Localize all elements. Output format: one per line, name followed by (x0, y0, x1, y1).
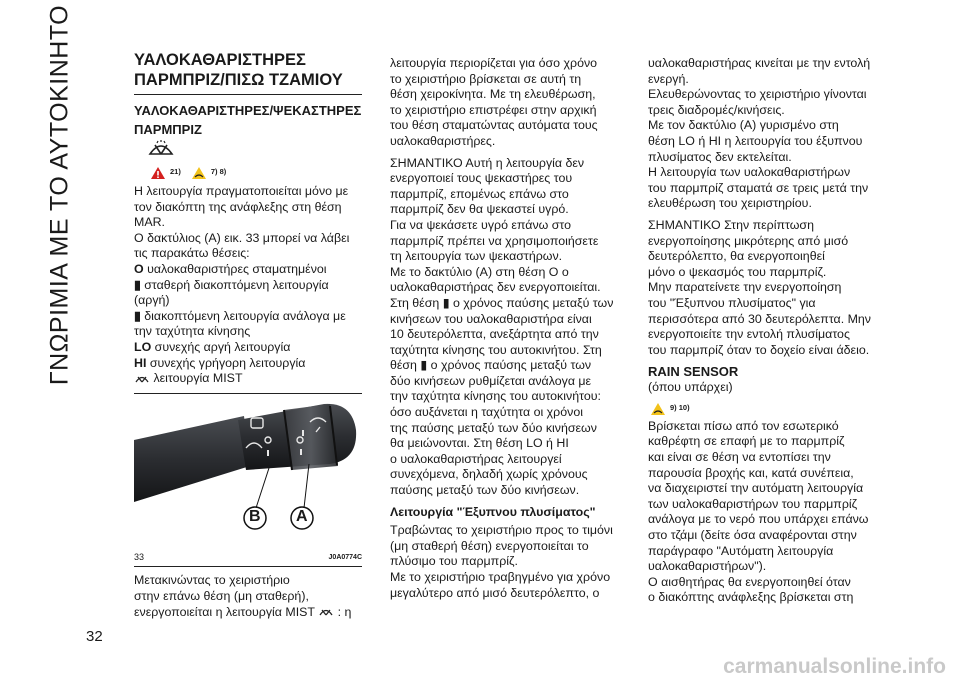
stalk-figure (134, 400, 362, 548)
caution-note-icon (191, 166, 207, 180)
body-line: ενεργοποίησης μικρότερης από μισό (648, 233, 849, 248)
body-line: 10 δευτερόλεπτα, ανεξάρτητα από την (390, 327, 599, 342)
mist-icon (134, 373, 150, 385)
column-2 (390, 56, 618, 601)
body-line: θέση χειροκίνητα. Με τη ελευθέρωση, (390, 87, 596, 102)
body-line: Μην παρατείνετε την ενεργοποίηση (648, 280, 842, 295)
body-line: Για να ψεκάσετε υγρό επάνω στο (390, 217, 572, 232)
watermark: carmanualsonline.info (723, 655, 946, 678)
label-b: B (249, 507, 261, 525)
body-line: ενεργοποιεί τους ψεκαστήρες του (390, 171, 573, 186)
body-line: περισσότερα από 30 δευτερόλεπτα. Μην (648, 311, 871, 326)
figure-divider (134, 393, 362, 394)
paragraph (390, 56, 618, 150)
figure-number: 33 (134, 551, 145, 562)
body-line: όσο αυξάνεται η ταχύτητα οι χρόνοι (390, 405, 583, 420)
body-line: ενεργή. (648, 71, 689, 86)
body-line: Με το χειριστήριο τραβηγμένο για χρόνο (390, 570, 611, 584)
caution-note-icon (650, 402, 666, 416)
body-line: στο τζάμι (δείτε όσα αναφέρονται στην (648, 528, 857, 543)
body-line: πλύσιμο του παρμπρίζ. (390, 554, 518, 569)
body-line: και είναι σε θέση να εντοπίσει την (648, 450, 831, 465)
body-line: υαλοκαθαριστήρες. (390, 133, 496, 148)
body-line: Τραβώντας το χειριστήριο προς το τιμόνι (390, 523, 613, 538)
paragraph (390, 156, 618, 499)
body-line: την ταχύτητα κίνησης του αυτοκινήτου: (390, 389, 601, 404)
windshield-wiper-icon (148, 140, 362, 158)
reference-icons (150, 158, 362, 180)
title-divider (134, 94, 362, 95)
position-item: HI συνεχής γρήγορη λειτουργία (134, 355, 306, 370)
body-line: το χειριστήριο επιστρέφει στην αρχική (390, 102, 597, 117)
rain-sensor-subheading: (όπου υπάρχει) (648, 380, 733, 395)
body-line: ταχύτητα κίνησης του αυτοκινήτου. Στη (390, 342, 602, 357)
subsection-title-line1: ΥΑΛΟΚΑΘΑΡΙΣΤΗΡΕΣ/ΨΕΚΑΣΤΗΡΕΣ (134, 103, 362, 118)
page-number: 32 (86, 628, 103, 645)
body-line: δύο κινήσεων ρυθμίζεται ανάλογα με (390, 373, 592, 388)
body-line: παρμπρίζ, επομένως επάνω στο (390, 186, 569, 201)
body-line: δευτερόλεπτο, θα ενεργοποιηθεί (648, 249, 825, 264)
body-line: θέση ▮ ο χρόνος παύσης μεταξύ των (390, 358, 592, 373)
body-line: κινήσεων του υαλοκαθαριστήρα είναι (390, 311, 592, 326)
intro-line: τις παρακάτω θέσεις: (134, 246, 250, 261)
mist-icon (318, 606, 334, 618)
position-item: λειτουργία MIST (134, 371, 362, 387)
body-line: του παρμπρίζ όταν το δοχείο είναι άδειο. (648, 342, 870, 357)
warning-reference: 21) (170, 167, 181, 177)
body-line: Βρίσκεται πίσω από τον εσωτερικό (648, 418, 839, 433)
rain-sensor-heading: RAIN SENSOR (648, 364, 739, 380)
reference-icons (650, 396, 876, 416)
body-line: θα μειώνονται. Στη θέση LO ή HI (390, 436, 569, 451)
intro-line: τον διακόπτη της ανάφλεξης στη θέση (134, 199, 342, 214)
chapter-title: ΓΝΩΡΙΜΙΑ ΜΕ ΤΟ ΑΥΤΟΚΙΝΗΤΟ (45, 4, 74, 386)
body-line: παράγραφο "Αυτόματη λειτουργία (648, 543, 834, 558)
body-line: (μη σταθερή θέση) ενεργοποιείται το (390, 538, 589, 553)
body-line: μεγαλύτερο από μισό δευτερόλεπτο, ο (390, 585, 600, 600)
intro-line: MAR. (134, 215, 165, 230)
position-item: O υαλοκαθαριστήρες σταματημένοι (134, 261, 327, 276)
figure-caption (134, 550, 362, 566)
body-line: ενεργοποιείτε την εντολή πλυσίματος (648, 327, 850, 342)
body-line: πλυσίματος δεν εκτελείται. (648, 149, 792, 164)
note-references: 7) 8) (210, 167, 227, 177)
paragraph (648, 56, 876, 212)
body-line: Με τον δακτύλιο (A) γυρισμένο στη (648, 118, 839, 133)
body-line: των υαλοκαθαριστήρων του παρμπρίζ (648, 496, 858, 511)
paragraph (390, 523, 618, 601)
chapter-tab (40, 4, 80, 386)
body-line: παύσης μεταξύ των δύο κινήσεων. (390, 483, 580, 498)
position-item: LO συνεχής αργή λειτουργία (134, 339, 291, 354)
body-line: Ο αισθητήρας θα ενεργοποιηθεί όταν (648, 574, 851, 589)
intro-line: Ο δακτύλιος (A) εικ. 33 μπορεί να λάβει (134, 230, 350, 245)
body-line: υαλοκαθαριστήρων"). (648, 559, 767, 574)
body-line: θέση LO ή HI η λειτουργία του έξυπνου (648, 133, 863, 148)
body-line: παρουσία βροχής και, κατά συνέπεια, (648, 465, 854, 480)
body-line: ενεργοποιείται η λειτουργία MIST : η (134, 604, 352, 619)
column-3 (648, 56, 876, 606)
body-line: συνεχόμενα, δηλαδή χωρίς χρόνους (390, 467, 588, 482)
position-item: ▮ διακοπτόμενη λειτουργία ανάλογα με (134, 308, 346, 323)
body-line: Στη θέση ▮ ο χρόνος παύσης μεταξύ των (390, 295, 614, 310)
body-line: Με το δακτύλιο (A) στη θέση Ο ο (390, 264, 569, 279)
body-line: να διαχειριστεί την αυτόματη λειτουργία (648, 481, 864, 496)
note-references: 9) 10) (670, 403, 690, 413)
body-line: Ελευθερώνοντας το χειριστήριο γίνονται (648, 87, 867, 102)
body-line: μόνο ο ψεκασμός του παρμπρίζ. (648, 264, 827, 279)
body-line: ανάλογα με το νερό που υπάρχει επάνω (648, 512, 869, 527)
body-line: ο διακόπτης ανάφλεξης βρίσκεται στη (648, 590, 854, 605)
body-line: Μετακινώντας το χειριστήριο (134, 573, 290, 588)
body-line: του θέση σταματώντας αυτόματα τους (390, 118, 598, 133)
intro-line: Η λειτουργία πραγματοποιείται μόνο με (134, 184, 349, 198)
section-title-line1: ΥΑΛΟΚΑΘΑΡΙΣΤΗΡΕΣ (134, 51, 306, 69)
body-line: τρεις διαδρομές/κινήσεις. (648, 102, 785, 117)
paragraph (648, 218, 876, 358)
body-line: στην επάνω θέση (μη σταθερή), (134, 588, 309, 603)
body-line: ο υαλοκαθαριστήρας λειτουργεί (390, 451, 562, 466)
body-line: καθρέφτη σε επαφή με το παρμπρίζ (648, 434, 845, 449)
position-item: την ταχύτητα κίνησης (134, 324, 251, 339)
label-a: A (296, 507, 308, 525)
position-item: ▮ σταθερή διακοπτόμενη λειτουργία (134, 277, 329, 292)
smart-wash-heading: Λειτουργία "Έξυπνου πλυσίματος" (390, 504, 596, 519)
position-item: (αργή) (134, 293, 170, 308)
figure-code: J0A0774C (328, 553, 362, 561)
body-line: υαλοκαθαριστήρας κινείται με την εντολή (648, 56, 871, 70)
body-line: παρμπρίζ πρέπει να χρησιμοποιήσετε (390, 233, 599, 248)
column-1 (134, 50, 362, 620)
body-line: της παύσης μεταξύ των δύο κινήσεων (390, 420, 597, 435)
subsection-title-line2: ΠΑΡΜΠΡΙΖ (134, 122, 202, 137)
body-line: λειτουργία περιορίζεται για όσο χρόνο (390, 56, 598, 70)
body-line: το χειριστήριο βρίσκεται σε αυτή τη (390, 71, 582, 86)
body-line: τη λειτουργία των ψεκαστήρων. (390, 249, 563, 264)
body-line: του παρμπρίζ σταματά σε τρεις μετά την (648, 180, 869, 195)
figure-bottom-divider (134, 566, 362, 567)
body-line: ελευθέρωση του χειριστηρίου. (648, 196, 812, 211)
body-line: του "Έξυπνου πλυσίματος" για (648, 295, 816, 310)
body-line: ΣΗΜΑΝΤΙΚΟ Αυτή η λειτουργία δεν (390, 155, 585, 170)
body-line: παρμπρίζ δεν θα ψεκαστεί υγρό. (390, 202, 569, 217)
section-title-line2: ΠΑΡΜΠΡΙΖ/ΠΙΣΩ ΤΖΑΜΙΟΥ (134, 71, 343, 89)
danger-warning-icon (150, 166, 166, 180)
body-line: υαλοκαθαριστήρας δεν ενεργοποιείται. (390, 280, 601, 295)
body-line: Η λειτουργία των υαλοκαθαριστήρων (648, 165, 851, 180)
paragraph (648, 419, 876, 606)
body-line: ΣΗΜΑΝΤΙΚΟ Στην περίπτωση (648, 217, 814, 232)
